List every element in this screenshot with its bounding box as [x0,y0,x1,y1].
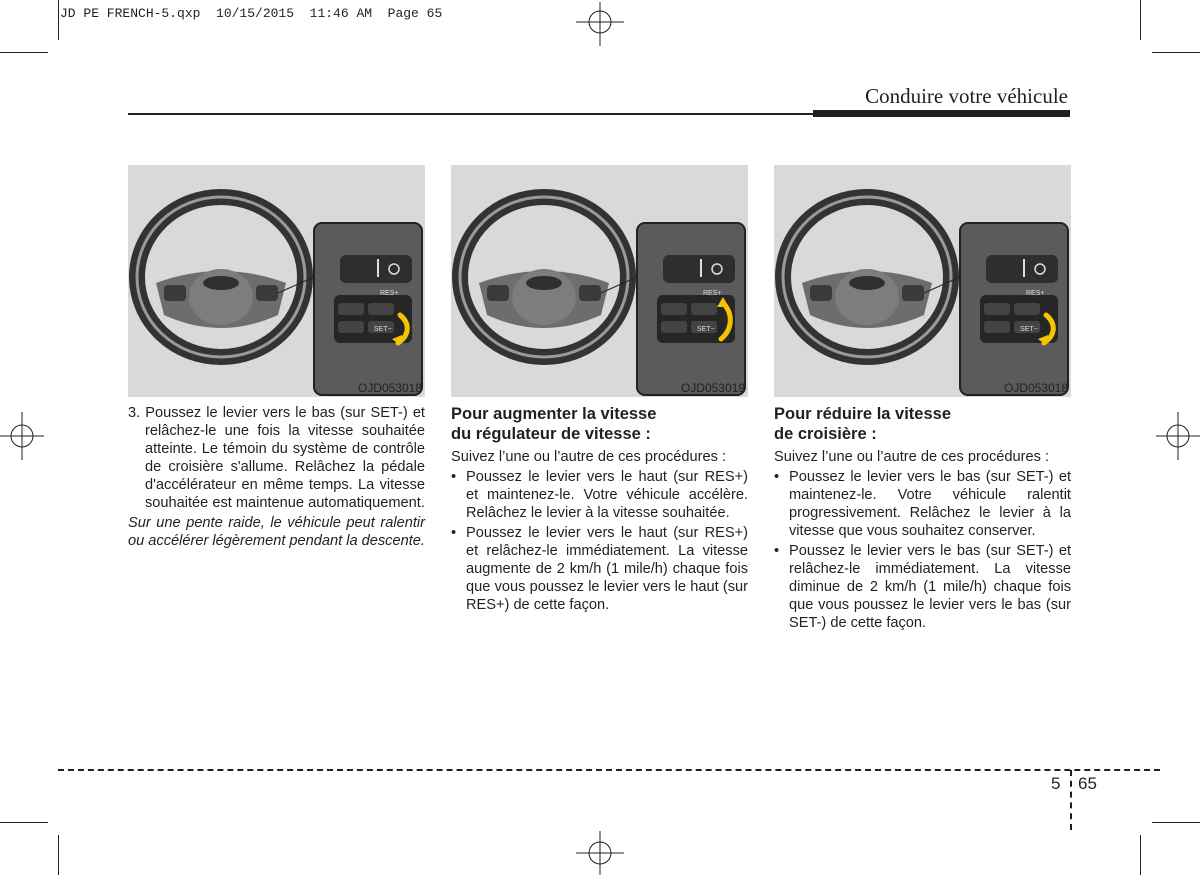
registration-mark-left [0,412,44,460]
section-title: Conduire votre véhicule [865,84,1068,108]
crop-mark [1152,822,1200,823]
figure-steering-wheel-set [128,165,425,397]
heading-line: Pour réduire la vitesse [774,405,951,423]
section-heading [451,404,748,444]
heading-line: du régulateur de vitesse : [451,425,651,443]
heading-line: de croisière : [774,425,877,443]
res-label: RES+ [703,290,722,297]
crop-mark [0,822,48,823]
crop-mark [58,835,59,875]
header-rule-accent [813,110,1070,117]
intro-text: Suivez l’une ou l’autre de ces procédures : [774,449,1050,465]
footer-divider [1070,770,1072,830]
set-label: SET− [374,326,392,333]
set-label: SET− [1020,326,1038,333]
chapter-number: 5 [1051,774,1061,793]
steering-wheel-illustration [128,165,425,397]
registration-mark-bottom [576,831,624,875]
crop-mark [58,0,59,40]
print-slug: JD PE FRENCH-5.qxp 10/15/2015 11:46 AM Page 65 [60,6,443,21]
column-decrease-speed [774,404,1071,634]
section-heading [774,404,1071,444]
heading-line: Pour augmenter la vitesse [451,405,657,423]
crop-mark [1140,835,1141,875]
registration-mark-top [576,2,624,46]
registration-mark-right [1156,412,1200,460]
intro-text: Suivez l’une ou l’autre de ces procédures : [451,449,727,465]
procedure-list [451,468,748,614]
figure-code: OJD053018 [357,381,422,395]
column-set-speed [128,404,425,550]
list-item: • Poussez le levier vers le haut (sur RES+) et relâchez-le immédiatement. La vitesse augmente de 2 km/h (1 mile/h) chaque fois que vous poussez le levier vers le haut (sur RES+) de cette façon. [451,524,748,614]
res-label: RES+ [1026,290,1045,297]
figure-steering-wheel-res [451,165,748,397]
crop-mark [0,52,48,53]
note-text: Sur une pente raide, le véhicule peut ralentir ou accélérer légèrement pendant la descente. [128,515,425,549]
figure-code: OJD053018 [1003,381,1068,395]
steering-wheel-illustration [451,165,748,397]
step-3-text: 3. Poussez le levier vers le bas (sur SET-) et relâchez-le une fois la vitesse souhaitée atteinte. Le témoin du système de contrôle de croisière s'allume. Relâchez la pédale d'accélérateur en même temps. La vitesse souhaitée est maintenue automatiquement. [128,405,425,511]
page-number: 65 [1078,774,1097,793]
list-item: • Poussez le levier vers le bas (sur SET-) et relâchez-le immédiatement. La vitesse diminue de 2 km/h (1 mile/h) chaque fois que vous poussez le levier vers le bas (sur SET-) de cette façon. [774,542,1071,632]
steering-wheel-illustration [774,165,1071,397]
footer-rule [58,769,1160,771]
list-item: • Poussez le levier vers le haut (sur RES+) et maintenez-le. Votre véhicule accélère. Relâchez le levier à la vitesse souhaitée. [451,468,748,522]
crop-mark [1140,0,1141,40]
procedure-list [774,468,1071,632]
set-label: SET− [697,326,715,333]
crop-mark [1152,52,1200,53]
list-item: • Poussez le levier vers le bas (sur SET-) et maintenez-le. Votre véhicule ralentit progressivement. Relâchez le levier à la vitesse que vous souhaitez conserver. [774,468,1071,540]
figure-code: OJD053019 [680,381,745,395]
header-rule [128,113,813,115]
res-label: RES+ [380,290,399,297]
figure-steering-wheel-set-decrease [774,165,1071,397]
column-increase-speed [451,404,748,616]
